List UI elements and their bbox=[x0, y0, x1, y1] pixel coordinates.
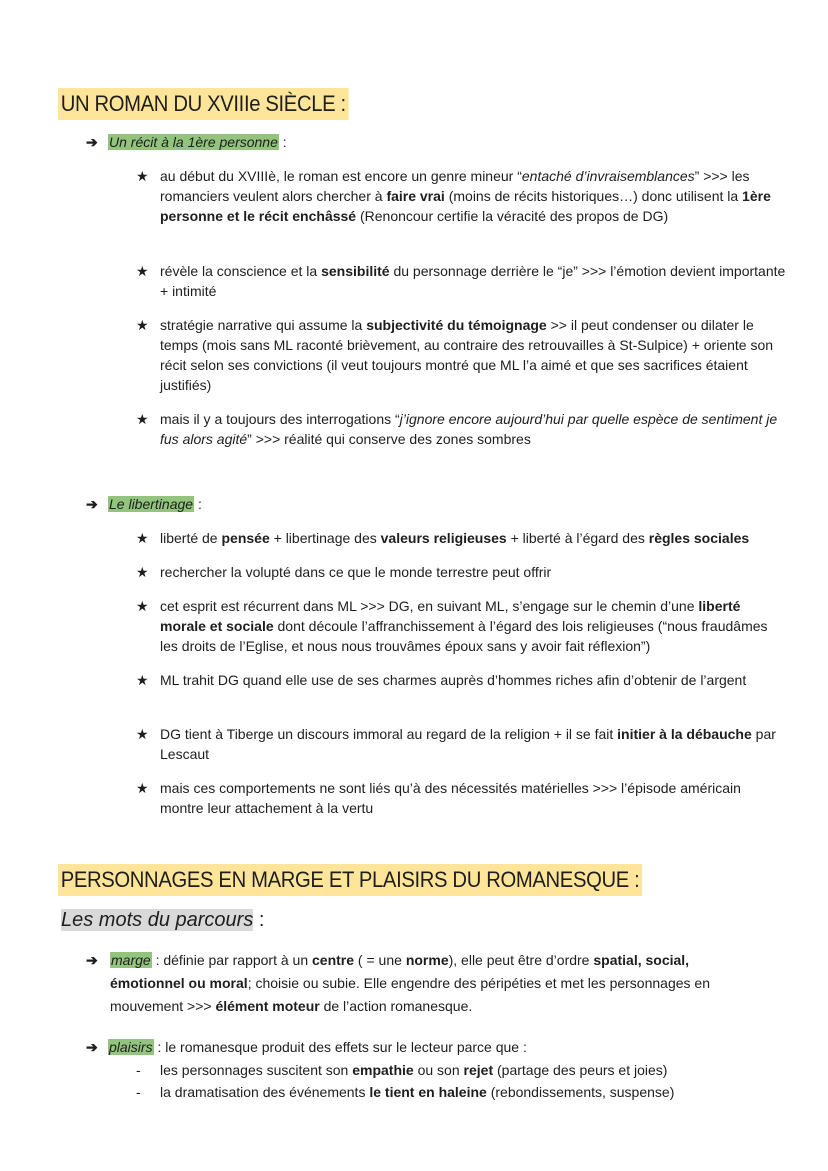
dash-item: - la dramatisation des événements le tient en haleine (rebondissements, suspense) bbox=[136, 1084, 675, 1100]
bullet-item: ★ au début du XVIIIè, le roman est encore un genre mineur “entaché d’invraisemblances” >>> les romanciers veulent alors chercher à faire vrai (moins de récits historiques…) donc utilisent la 1ère personne et le récit enchâssé (Renoncour certifie la véracité des propos de DG) bbox=[136, 168, 771, 224]
label-recit: Un récit à la 1ère personne bbox=[109, 134, 278, 150]
bullet-item: ★ révèle la conscience et la sensibilité du personnage derrière le “je” >>> l’émotion devient importante + intimité bbox=[136, 263, 786, 299]
bullet-item: ★ cet esprit est récurrent dans ML >>> DG, en suivant ML, s’engage sur le chemin d’une liberté morale et sociale dont découle l’affranchissement à l’égard des lois religieuses (“nous fraudâmes les droits de l’Eglise, et nous nous trouvâmes époux sans y avoir fait réflexion”) bbox=[136, 598, 768, 654]
bullet-item: ★ liberté de pensée + libertinage des valeurs religieuses + liberté à l’égard des règles sociales bbox=[136, 530, 750, 546]
star-icon: ★ bbox=[136, 530, 149, 546]
bullet-item: ★ mais il y a toujours des interrogations “j’ignore encore aujourd’hui par quelle espèce de sentiment je fus alors agité” >>> réalité qui conserve des zones sombres bbox=[136, 411, 778, 447]
arrow-icon: ➔ bbox=[86, 134, 98, 150]
bullet-item: ★ stratégie narrative qui assume la subjectivité du témoignage >> il peut condenser ou dilater le temps (mois sans ML raconté brièvement, au contraire des retrouvailles à St-Sulpice) + oriente son récit selon ses convictions (il veut toujours montré que ML l’a aimé et que ses sacrifices étaient justifiés) bbox=[136, 317, 774, 393]
star-icon: ★ bbox=[136, 726, 149, 742]
label-marge: marge bbox=[111, 952, 151, 968]
section-title-personnages: PERSONNAGES EN MARGE ET PLAISIRS DU ROMANESQUE : bbox=[58, 864, 642, 896]
dash-icon: - bbox=[136, 1062, 141, 1078]
arrow-icon: ➔ bbox=[86, 952, 98, 968]
definition-marge: ➔ marge : définie par rapport à un centre ( = une norme), elle peut être d’ordre spatial, social, émotionnel ou moral; choisie ou subie. Elle engendre des péripéties et met les personnages en mouvement >>> élément moteur de l’action romanesque. bbox=[86, 949, 746, 1018]
star-icon: ★ bbox=[136, 598, 149, 614]
section-title-roman: UN ROMAN DU XVIIIe SIÈCLE : bbox=[58, 88, 349, 120]
star-icon: ★ bbox=[136, 780, 149, 796]
star-icon: ★ bbox=[136, 672, 149, 688]
star-icon: ★ bbox=[136, 263, 149, 279]
label-libertinage: Le libertinage bbox=[109, 496, 194, 512]
star-icon: ★ bbox=[136, 411, 149, 427]
star-icon: ★ bbox=[136, 168, 149, 184]
bullet-item: ★ mais ces comportements ne sont liés qu’à des nécessités matérielles >>> l’épisode américain montre leur attachement à la vertu bbox=[136, 780, 741, 816]
label-plaisirs: plaisirs bbox=[109, 1039, 153, 1055]
star-icon: ★ bbox=[136, 317, 149, 333]
star-icon: ★ bbox=[136, 564, 149, 580]
subtitle-mots-parcours: Les mots du parcours : bbox=[61, 909, 265, 931]
bullet-item: ★ rechercher la volupté dans ce que le monde terrestre peut offrir bbox=[136, 564, 552, 580]
dash-item: - les personnages suscitent son empathie ou son rejet (partage des peurs et joies) bbox=[136, 1062, 668, 1078]
bullet-item: ★ ML trahit DG quand elle use de ses charmes auprès d’hommes riches afin d’obtenir de l’argent bbox=[136, 672, 747, 688]
arrow-icon: ➔ bbox=[86, 1039, 98, 1055]
dash-icon: - bbox=[136, 1084, 141, 1100]
subheading-libertinage: ➔ Le libertinage : bbox=[86, 496, 202, 512]
definition-plaisirs: ➔ plaisirs : le romanesque produit des effets sur le lecteur parce que : bbox=[86, 1039, 527, 1055]
bullet-item: ★ DG tient à Tiberge un discours immoral au regard de la religion + il se fait initier à la débauche par Lescaut bbox=[136, 726, 776, 762]
subheading-recit: ➔ Un récit à la 1ère personne : bbox=[86, 134, 287, 150]
arrow-icon: ➔ bbox=[86, 496, 98, 512]
